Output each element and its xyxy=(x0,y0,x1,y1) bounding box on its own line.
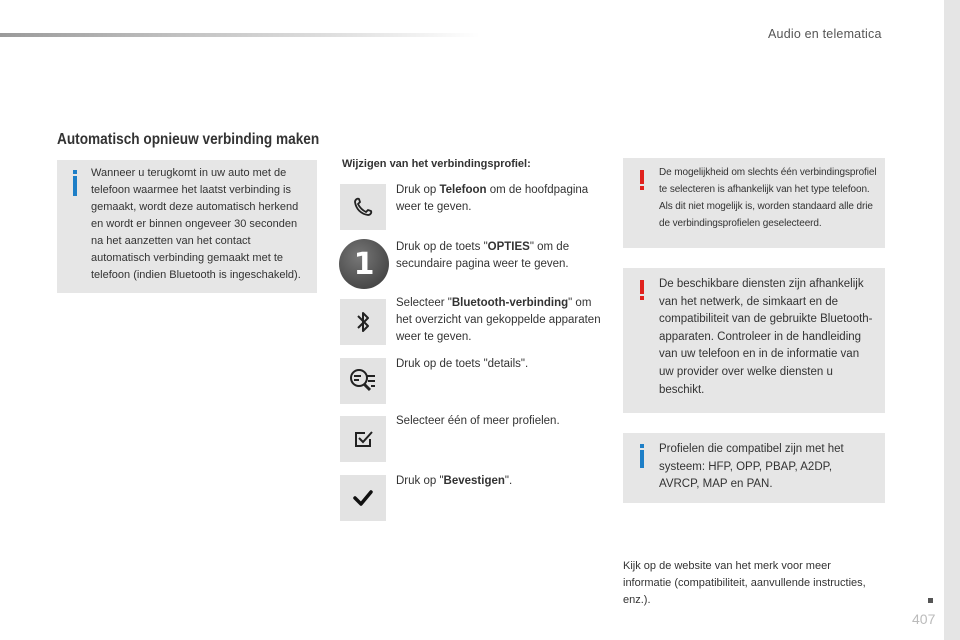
header-decor-bar xyxy=(0,33,480,37)
check-icon xyxy=(340,475,386,521)
page-number: 407 xyxy=(912,611,936,627)
page-edge-strip xyxy=(944,0,960,640)
info-box-left xyxy=(57,160,317,293)
warning-icon xyxy=(640,170,644,184)
step-1-text: Druk op Telefoon om de hoofdpagina weer te geven. xyxy=(396,184,589,213)
step-4-text: Druk op de toets "details". xyxy=(396,358,529,370)
page-title: Automatisch opnieuw verbinding maken xyxy=(57,131,320,148)
warning-icon xyxy=(640,280,644,294)
phone-icon xyxy=(340,184,386,230)
bluetooth-icon xyxy=(340,299,386,345)
info-box-profiles xyxy=(623,433,885,503)
procedure-heading: Wijzigen van het verbindingsprofiel: xyxy=(342,158,531,170)
step-3-text: Selecteer "Bluetooth-verbinding" om het overzicht van gekoppelde apparaten weer te geven. xyxy=(396,297,601,343)
info-box-profiles-text: Profielen die compatibel zijn met het systeem: HFP, OPP, PBAP, A2DP, AVRCP, MAP en PAN. xyxy=(659,443,844,491)
checkbox-icon xyxy=(340,416,386,462)
step-2-text: Druk op de toets "OPTIES" om de secundaire pagina weer te geven. xyxy=(396,241,570,270)
info-icon xyxy=(640,450,644,468)
badge-number: 1 xyxy=(353,246,375,282)
info-box-text: Wanneer u terugkomt in uw auto met de telefoon waarmee het laatst verbinding is gemaakt, wordt deze automatisch herkend en wordt er binnen ongeveer 30 seconden na het aanzetten van het contact automatisch verbinding gemaakt met te telefoon (indien Bluetooth is ingeschakeld). xyxy=(91,167,301,281)
warning-box-profile xyxy=(623,158,885,248)
details-magnifier-icon xyxy=(340,358,386,404)
info-icon xyxy=(73,176,77,196)
warning-box-profile-text: De mogelijkheid om slechts één verbindingsprofiel te selecteren is afhankelijk van het type telefoon. Als dit niet mogelijk is, worden standaard alle drie de verbindingsprofielen geselecteerd. xyxy=(659,167,877,229)
warning-box-services xyxy=(623,268,885,413)
page-marker xyxy=(928,598,933,603)
step-6-text: Druk op "Bevestigen". xyxy=(396,475,513,487)
section-header: Audio en telematica xyxy=(768,27,882,41)
step-one-badge xyxy=(339,239,389,289)
warning-box-services-text: De beschikbare diensten zijn afhankelijk van het netwerk, de simkaart en de compatibiliteit van de gebruikte Bluetooth-apparaten. Controleer in de handleiding van uw telefoon en in de informatie van uw provider over welke diensten u beschikt. xyxy=(659,278,873,396)
website-note: Kijk op de website van het merk voor meer informatie (compatibiliteit, aanvullende instructies, enz.). xyxy=(623,560,866,606)
step-5-text: Selecteer één of meer profielen. xyxy=(396,415,560,427)
